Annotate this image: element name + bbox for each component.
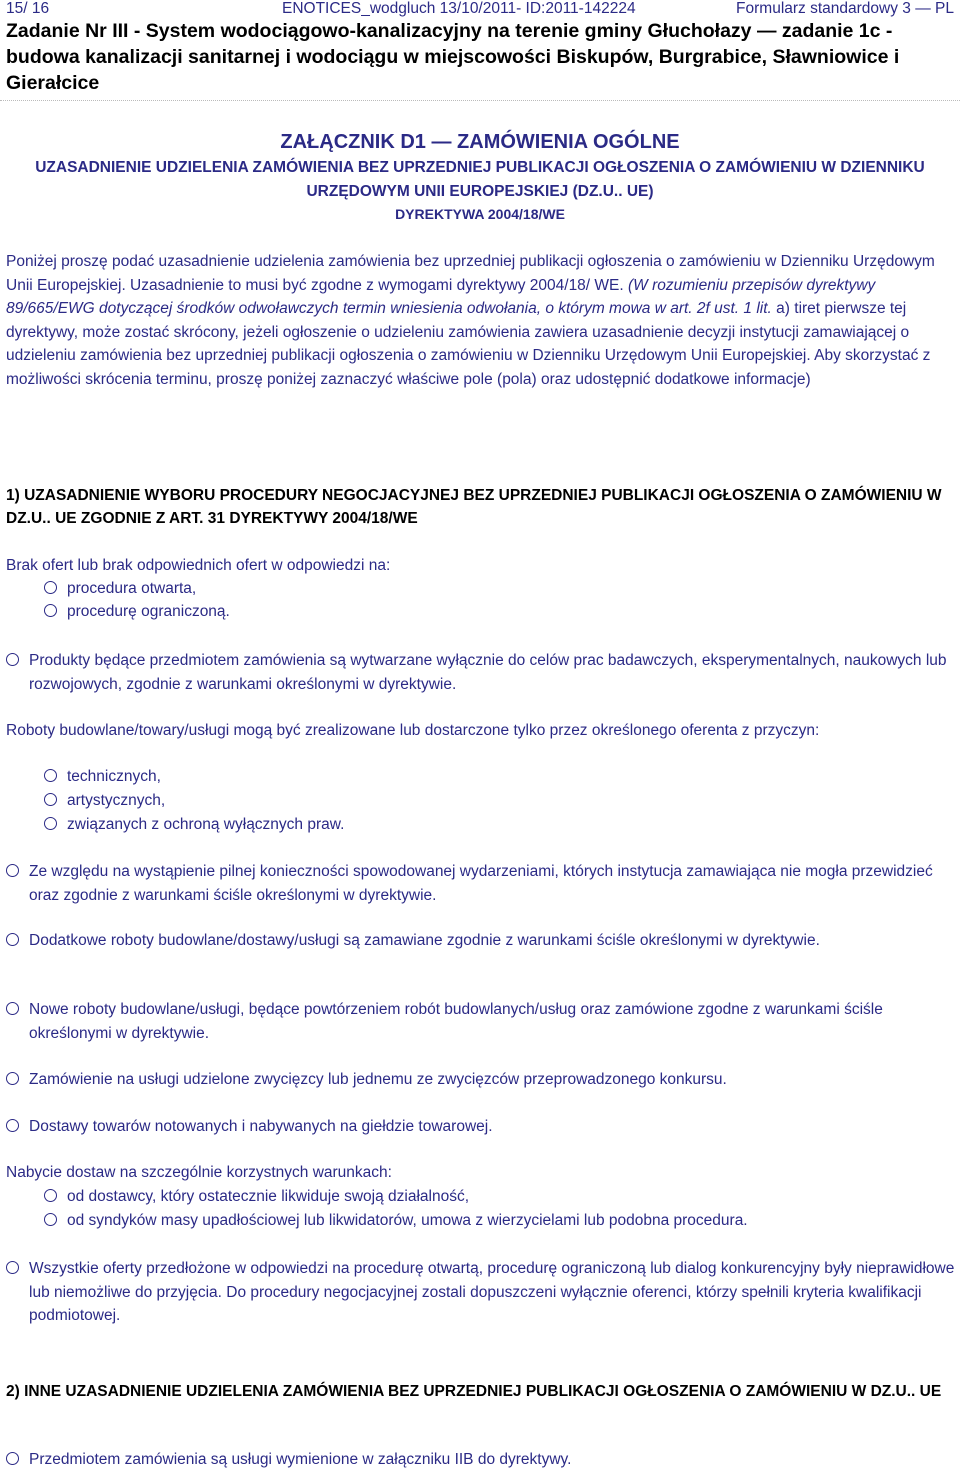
single-provider-label: Roboty budowlane/towary/usługi mogą być zrealizowane lub dostarczone tylko przez określonego oferenta z przyczyn: bbox=[6, 722, 820, 739]
section-1-title: 1) UZASADNIENIE WYBORU PROCEDURY NEGOCJACYJNEJ BEZ UPRZEDNIEJ PUBLIKACJI OGŁOSZENIA O ZAMÓWIENIU W DZ.U.. UE ZGODNIE Z ART. 31 DYREKTYWY 2004/18/WE bbox=[6, 487, 942, 527]
radio-new-works[interactable]: Nowe roboty budowlane/usługi, będące powtórzeniem robót budowlanych/usług oraz zamówione zgodne z warunkami ściśle określonymi w dyrektywie. bbox=[6, 998, 956, 1045]
advantageous-terms-label: Nabycie dostaw na szczególnie korzystnych warunkach: bbox=[6, 1164, 392, 1181]
radio-restricted-procedure[interactable]: procedurę ograniczoną. bbox=[44, 600, 956, 624]
intro-text: Poniżej proszę podać uzasadnienie udzielenia zamówienia bez uprzedniej publikacji ogłoszenia o zamówieniu w Dzienniku Urzędowym Unii Europejskiej. Uzasadnienie to musi być zgodne z wymogami dyrektywy 2004/18/ WE. bbox=[6, 253, 935, 294]
radio-exclusive-rights[interactable]: związanych z ochroną wyłącznych praw. bbox=[44, 813, 956, 837]
radio-research-products[interactable]: Produkty będące przedmiotem zamówienia są wytwarzane wyłącznie do celów prac badawczych, eksperymentalnych, naukowych lub rozwojowych, zgodnie z warunkami określonymi w dyrektywie. bbox=[6, 649, 956, 696]
annex-directive: DYREKTYWA 2004/18/WE bbox=[395, 206, 565, 222]
radio-additional-works[interactable]: Dodatkowe roboty budowlane/dostawy/usługi są zamawiane zgodnie z warunkami ściśle określonymi w dyrektywie. bbox=[6, 929, 956, 953]
document-title: Zadanie Nr III - System wodociągowo-kanalizacyjny na terenie gminy Głuchołazy — zadanie 1c - budowa kanalizacji sanitarnej i wodociągu w miejscowości Biskupów, Burgrabice, Sławniowice i Gierałcice bbox=[6, 20, 900, 94]
radio-icon bbox=[6, 653, 19, 666]
annex-title: ZAŁĄCZNIK D1 — ZAMÓWIENIA OGÓLNE bbox=[280, 131, 680, 153]
section-2-title: 2) INNE UZASADNIENIE UDZIELENIA ZAMÓWIENIA BEZ UPRZEDNIEJ PUBLIKACJI OGŁOSZENIA O ZAMÓWIENIU W DZ.U.. UE bbox=[6, 1383, 942, 1400]
intro-italic: (W rozumieniu przepisów dyrektywy 89/665/EWG dotyczącej środków odwoławczych termin wniesienia odwołania, o którym mowa w art. 2f ust. 1 lit. bbox=[6, 276, 876, 318]
radio-liquidating-supplier[interactable]: od dostawcy, który ostatecznie likwiduje swoją działalność, bbox=[44, 1185, 956, 1209]
form-name: Formularz standardowy 3 — PL bbox=[736, 0, 954, 17]
radio-urgency[interactable]: Ze względu na wystąpienie pilnej konieczności spowodowanej wydarzeniami, których instytucja zamawiająca nie mogła przewidzieć oraz zgodnie z warunkami ściśle określonymi w dyrektywie. bbox=[6, 860, 956, 907]
radio-insolvency-receiver[interactable]: od syndyków masy upadłościowej lub likwidatorów, umowa z wierzycielami lub podobna procedura. bbox=[44, 1209, 956, 1233]
radio-icon bbox=[6, 1261, 19, 1274]
radio-icon bbox=[44, 1213, 57, 1226]
annex-subtitle: UZASADNIENIE UDZIELENIA ZAMÓWIENIA BEZ UPRZEDNIEJ PUBLIKACJI OGŁOSZENIA O ZAMÓWIENIU W DZIENNIKU URZĘDOWYM UNII EUROPEJSKIEJ (DZ.U.. UE) bbox=[35, 159, 925, 200]
radio-icon bbox=[6, 1452, 19, 1465]
radio-icon bbox=[6, 864, 19, 877]
radio-icon bbox=[44, 604, 57, 617]
radio-annex-iib-services[interactable]: Przedmiotem zamówienia są usługi wymienione w załączniku IIB do dyrektywy. bbox=[6, 1448, 956, 1472]
radio-icon bbox=[44, 581, 57, 594]
radio-commodity-market[interactable]: Dostawy towarów notowanych i nabywanych na giełdzie towarowej. bbox=[6, 1115, 956, 1139]
radio-icon bbox=[6, 1002, 19, 1015]
radio-technical[interactable]: technicznych, bbox=[44, 765, 956, 789]
radio-icon bbox=[6, 933, 19, 946]
radio-icon bbox=[44, 793, 57, 806]
page-number: 15/ 16 bbox=[6, 0, 50, 17]
radio-contest-winner[interactable]: Zamówienie na usługi udzielone zwycięzcy lub jednemu ze zwycięzców przeprowadzonego konkursu. bbox=[6, 1068, 956, 1092]
radio-icon bbox=[6, 1119, 19, 1132]
radio-icon bbox=[44, 769, 57, 782]
radio-artistic[interactable]: artystycznych, bbox=[44, 789, 956, 813]
radio-open-procedure[interactable]: procedura otwarta, bbox=[44, 577, 956, 601]
intro-paragraph bbox=[6, 250, 956, 392]
notice-reference: ENOTICES_wodgluch 13/10/2011- ID:2011-142224 bbox=[282, 0, 636, 17]
radio-irregular-offers[interactable]: Wszystkie oferty przedłożone w odpowiedzi na procedurę otwartą, procedurę ograniczoną lub dialog konkurencyjny były nieprawidłowe lub niemożliwe do przyjęcia. Do procedury negocjacyjnej zostali dopuszczeni wyłącznie oferenci, którzy spełnili kryteria kwalifikacji podmiotowej. bbox=[6, 1257, 956, 1328]
intro-rest: a) tiret pierwsze tej dyrektywy, może zostać skrócony, jeżeli ogłoszenie o udzieleniu zamówienia zawiera uzasadnienie decyzji instytucji zamawiającej o udzieleniu zamówienia bez uprzedniej publikacji ogłoszenia o zamówieniu w Dzienniku Urzędowym Unii Europejskiej. Aby skorzystać z możliwości skrócenia terminu, proszę poniżej zaznaczyć właściwe pole (pola) oraz udostępnić dodatkowe informacje) bbox=[6, 300, 931, 388]
no-offers-label: Brak ofert lub brak odpowiednich ofert w odpowiedzi na: bbox=[6, 557, 391, 574]
radio-icon bbox=[6, 1072, 19, 1085]
header-divider bbox=[0, 100, 960, 101]
radio-icon bbox=[44, 817, 57, 830]
radio-icon bbox=[44, 1189, 57, 1202]
